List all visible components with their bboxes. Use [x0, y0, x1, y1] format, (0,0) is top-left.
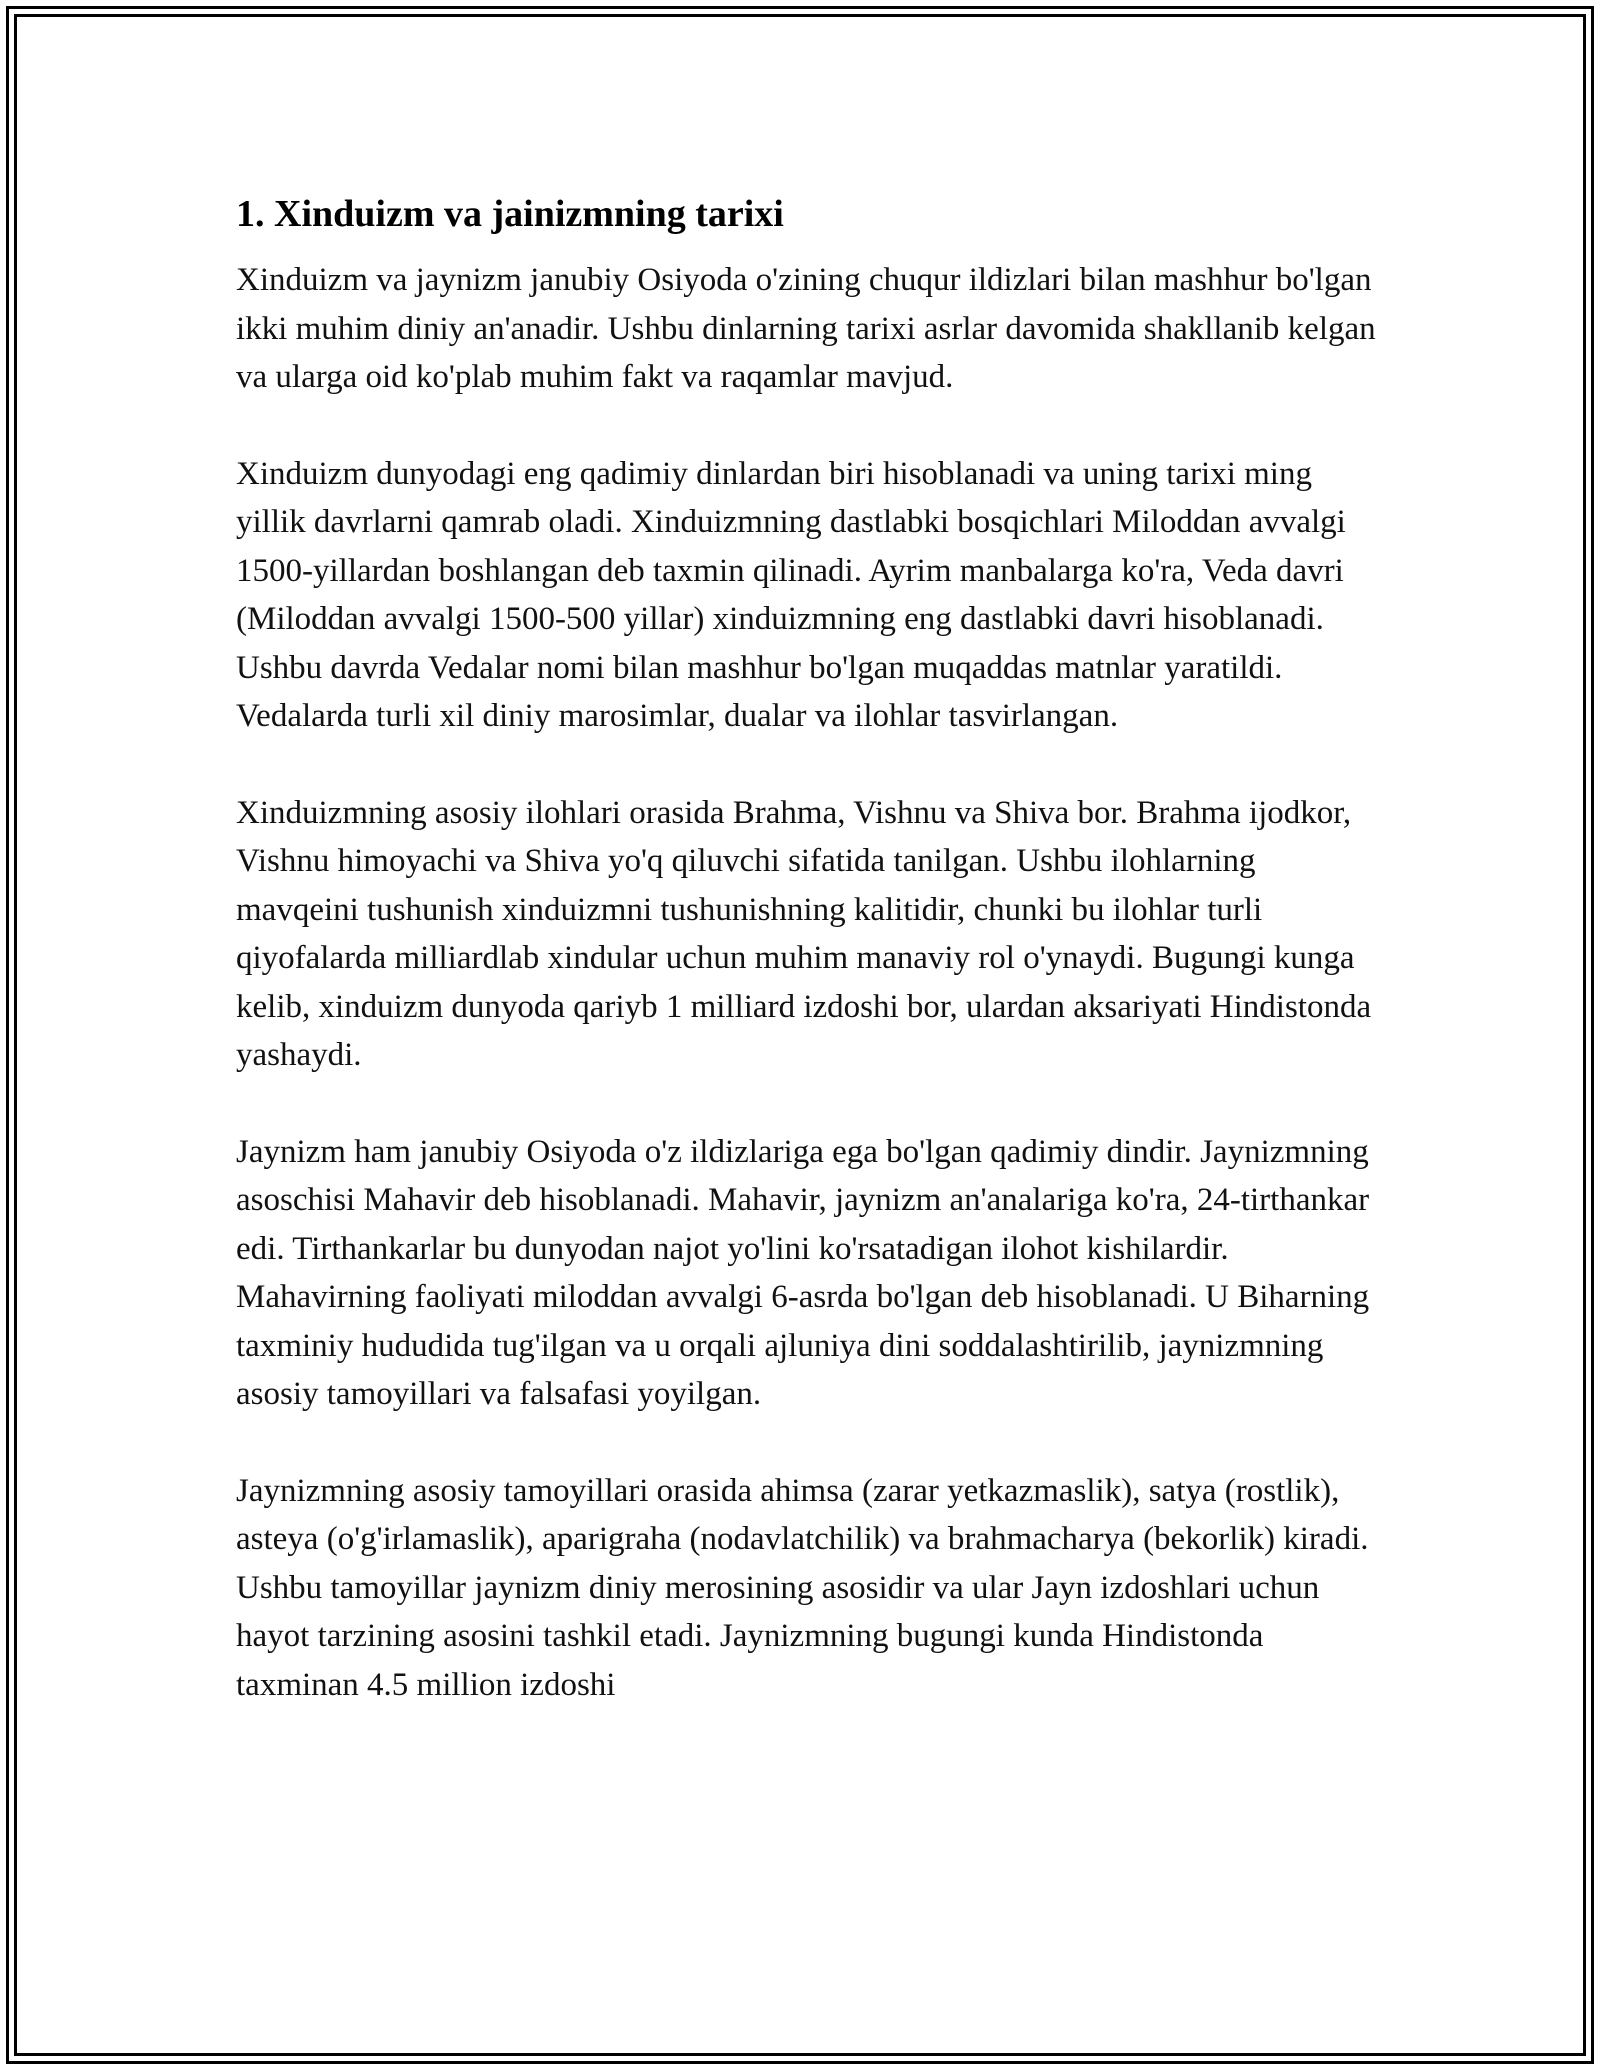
section-heading: 1. Xinduizm va jainizmning tarixi: [236, 193, 784, 235]
paragraph: Jaynizm ham janubiy Osiyoda o'z ildizlariga ega bo'lgan qadimiy dindir. Jaynizmning asoschisi Mahavir deb hisoblanadi. Mahavir, jaynizm an'analariga ko'ra, 24-tirthankar edi. Tirthankarlar bu dunyodan najot yo'lini ko'rsatadigan ilohot kishilardir. Mahavirning faoliyati miloddan avvalgi 6-asrda bo'lgan deb hisoblanadi. U Biharning taxminiy hududida tug'ilgan va u orqali ajluniya dini soddalashtirilib, jaynizmning asosiy tamoyillari va falsafasi yoyilgan.: [236, 1133, 1370, 1412]
document-body: [236, 188, 1378, 1709]
paragraph: Xinduizmning asosiy ilohlari orasida Brahma, Vishnu va Shiva bor. Brahma ijodkor, Vishnu himoyachi va Shiva yo'q qiluvchi sifatida tanilgan. Ushbu ilohlarning mavqeini tushunish xinduizmni tushunishning kalitidir, chunki bu ilohlar turli qiyofalarda milliardlab xindular uchun muhim manaviy rol o'ynaydi. Bugungi kunga kelib, xinduizm dunyoda qariyb 1 milliard izdoshi bor, ulardan aksariyati Hindistonda yashaydi.: [236, 794, 1372, 1073]
paragraph: Xinduizm dunyodagi eng qadimiy dinlardan biri hisoblanadi va uning tarixi ming yillik davrlarni qamrab oladi. Xinduizmning dastlabki bosqichlari Miloddan avvalgi 1500-yillardan boshlangan deb taxmin qilinadi. Ayrim manbalarga ko'ra, Veda davri (Miloddan avvalgi 1500-500 yillar) xinduizmning eng dastlabki davri hisoblanadi. Ushbu davrda Vedalar nomi bilan mashhur bo'lgan muqaddas matnlar yaratildi. Vedalarda turli xil diniy marosimlar, dualar va ilohlar tasvirlangan.: [236, 455, 1346, 734]
paragraph: Jaynizmning asosiy tamoyillari orasida ahimsa (zarar yetkazmaslik), satya (rostlik), asteya (o'g'irlamaslik), aparigraha (nodavlatchilik) va brahmacharya (bekorlik) kiradi. Ushbu tamoyillar jaynizm diniy merosining asosidir va ular Jayn izdoshlari uchun hayot tarzining asosini tashkil etadi. Jaynizmning bugungi kunda Hindistonda taxminan 4.5 million izdoshi: [236, 1472, 1369, 1703]
paragraph: Xinduizm va jaynizm janubiy Osiyoda o'zining chuqur ildizlari bilan mashhur bo'lgan ikki muhim diniy an'anadir. Ushbu dinlarning tarixi asrlar davomida shakllanib kelgan va ularga oid ko'plab muhim fakt va raqamlar mavjud.: [236, 262, 1376, 395]
